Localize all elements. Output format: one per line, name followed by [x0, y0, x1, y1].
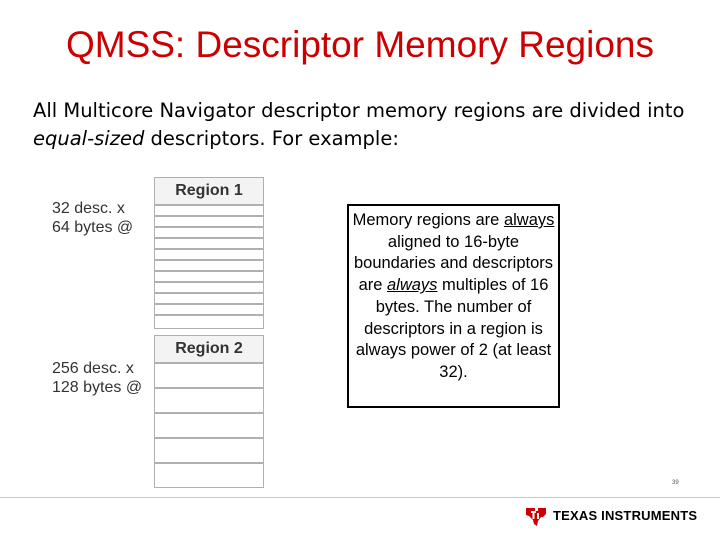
region2-descriptor [154, 363, 264, 388]
intro-emphasis: equal-sized [33, 127, 145, 150]
callout-text-2: aligned to 16-byte boundaries and descriptors are [353, 232, 554, 295]
region2-descriptor [154, 438, 264, 463]
intro-text [33, 97, 693, 153]
region1-label-line2: 64 bytes @ [52, 219, 134, 236]
company-name: TEXAS INSTRUMENTS [553, 508, 698, 523]
region1-descriptor [154, 304, 264, 315]
region1-label-line1: 32 desc. x [52, 200, 125, 217]
callout-always-2: always [387, 276, 438, 295]
region1-descriptor [154, 205, 264, 216]
region2-descriptor [154, 388, 264, 413]
region1-descriptor [154, 227, 264, 238]
region1-descriptor [154, 238, 264, 249]
region1-descriptor [154, 282, 264, 293]
region1-descriptor [154, 260, 264, 271]
region1-label [52, 199, 133, 237]
region1-descriptor [154, 293, 264, 304]
footer-divider [0, 497, 720, 498]
region1-descriptor [154, 315, 264, 329]
region1-header: Region 1 [154, 177, 264, 205]
region2-label-line1: 256 desc. x [52, 360, 134, 377]
region2-header: Region 2 [154, 335, 264, 363]
region2-label [52, 359, 142, 397]
intro-part2: descriptors. For example: [144, 127, 399, 150]
region1-descriptor [154, 249, 264, 260]
callout-always-1: always [503, 211, 555, 229]
texas-instruments-logo-icon [525, 505, 547, 527]
region2-label-line2: 128 bytes @ [52, 379, 143, 396]
intro-part1: All Multicore Navigator descriptor memory regions are divided into [33, 99, 685, 122]
region2-descriptor [154, 413, 264, 438]
callout-text-3: multiples of 16 bytes. The number of descriptors in a region is always power of 2 (at least 32). [355, 276, 552, 381]
callout-text-1: Memory regions are [352, 211, 504, 229]
region2-descriptor [154, 463, 264, 488]
region1-descriptor [154, 216, 264, 227]
page-number: 39 [672, 480, 679, 486]
region1-descriptor [154, 271, 264, 282]
alignment-callout [347, 204, 560, 408]
slide-title: QMSS: Descriptor Memory Regions [65, 24, 655, 65]
